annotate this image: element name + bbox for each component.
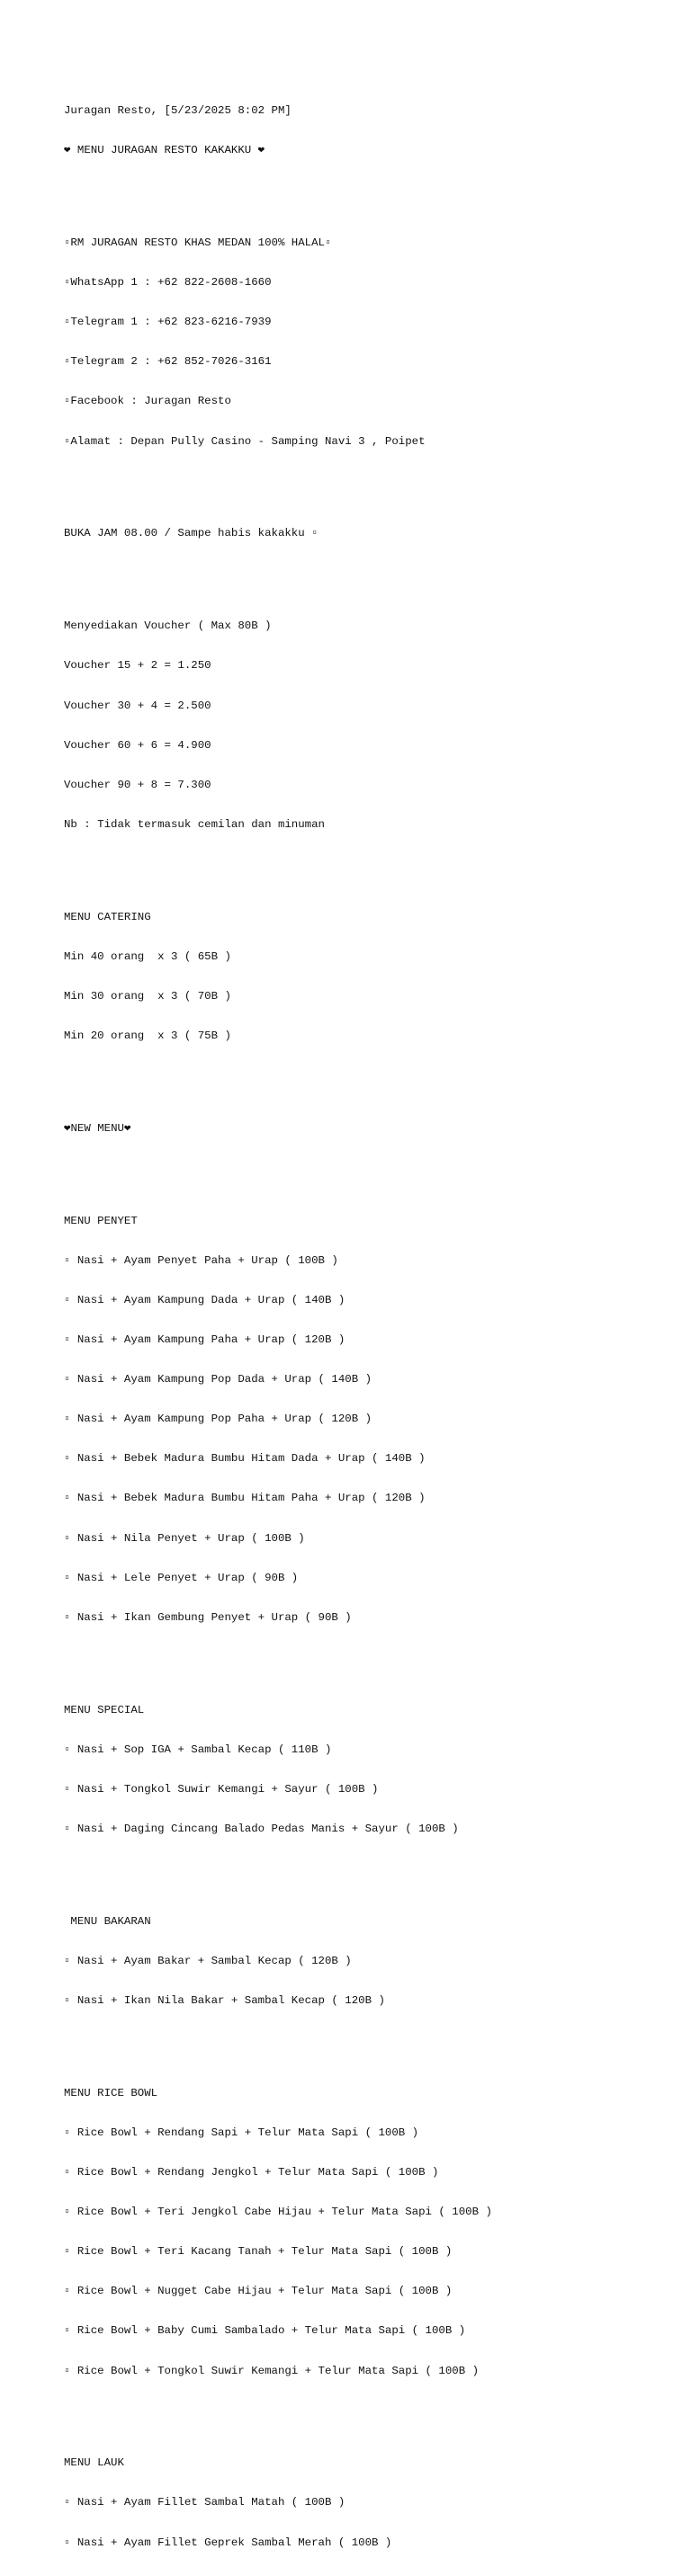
menu-item: ▫ Nasi + Sop IGA + Sambal Kecap ( 110B ) [64, 1743, 332, 1756]
menu-item: ▫ Nasi + Ikan Nila Bakar + Sambal Kecap ( 120B ) [64, 1993, 385, 2007]
voucher-item: Voucher 60 + 6 = 4.900 [64, 738, 211, 752]
voucher-item: Voucher 90 + 8 = 7.300 [64, 778, 211, 791]
lauk-heading: MENU LAUK [64, 2456, 124, 2470]
spacer [64, 567, 676, 581]
voucher-heading: Menyediakan Voucher ( Max 80B ) [64, 619, 272, 633]
telegram-2-line: ▫Telegram 2 : +62 852-7026-3161 [64, 355, 272, 369]
facebook-line: ▫Facebook : Juragan Resto [64, 395, 231, 408]
menu-item: ▫ Nasi + Ayam Bakar + Sambal Kecap ( 120B ) [64, 1954, 352, 1967]
catering-item: Min 20 orang x 3 ( 75B ) [64, 1029, 231, 1042]
menu-item: ▫ Nasi + Bebek Madura Bumbu Hitam Paha + Urap ( 120B ) [64, 1492, 426, 1505]
catering-item: Min 30 orang x 3 ( 70B ) [64, 989, 231, 1003]
menu-item: ▫ Nasi + Ayam Kampung Paha + Urap ( 120B ) [64, 1333, 346, 1347]
spacer [64, 858, 676, 871]
menu-document [64, 65, 676, 2576]
whatsapp-line: ▫WhatsApp 1 : +62 822-2608-1660 [64, 276, 272, 290]
menu-item: ▫ Nasi + Ikan Gembung Penyet + Urap ( 90B ) [64, 1610, 352, 1624]
menu-item: ▫ Rice Bowl + Tongkol Suwir Kemangi + Telur Mata Sapi ( 100B ) [64, 2364, 480, 2377]
menu-item: ▫ Rice Bowl + Teri Kacang Tanah + Telur Mata Sapi ( 100B ) [64, 2245, 453, 2259]
spacer [64, 2034, 676, 2047]
special-heading: MENU SPECIAL [64, 1703, 145, 1716]
menu-item: ▫ Nasi + Bebek Madura Bumbu Hitam Dada + Urap ( 140B ) [64, 1452, 426, 1466]
menu-item: ▫ Nasi + Daging Cincang Balado Pedas Manis + Sayur ( 100B ) [64, 1822, 459, 1835]
catering-heading: MENU CATERING [64, 910, 151, 923]
menu-item: ▫ Nasi + Ayam Kampung Dada + Urap ( 140B ) [64, 1293, 346, 1306]
menu-item: ▫ Nasi + Tongkol Suwir Kemangi + Sayur ( 100B ) [64, 1782, 379, 1796]
opening-hours: BUKA JAM 08.00 / Sampe habis kakakku ▫ [64, 527, 319, 540]
voucher-note: Nb : Tidak termasuk cemilan dan minuman [64, 817, 325, 831]
voucher-item: Voucher 15 + 2 = 1.250 [64, 659, 211, 673]
penyet-heading: MENU PENYET [64, 1214, 138, 1227]
restaurant-name: ▫RM JURAGAN RESTO KHAS MEDAN 100% HALAL▫ [64, 236, 332, 250]
new-menu-heading: ❤NEW MENU❤ [64, 1121, 131, 1135]
bakaran-heading: MENU BAKARAN [64, 1914, 151, 1928]
menu-item: ▫ Rice Bowl + Rendang Sapi + Telur Mata Sapi ( 100B ) [64, 2126, 419, 2139]
spacer [64, 2404, 676, 2418]
telegram-1-line: ▫Telegram 1 : +62 823-6216-7939 [64, 316, 272, 329]
menu-item: ▫ Rice Bowl + Nugget Cabe Hijau + Telur Mata Sapi ( 100B ) [64, 2285, 453, 2298]
spacer [64, 475, 676, 488]
menu-item: ▫ Nasi + Ayam Kampung Pop Paha + Urap ( 120B ) [64, 1413, 372, 1426]
menu-item: ▫ Nasi + Ayam Fillet Geprek Sambal Merah ( 100B ) [64, 2536, 392, 2549]
sender-line: Juragan Resto, [5/23/2025 8:02 PM] [64, 104, 292, 118]
menu-title: ❤ MENU JURAGAN RESTO KAKAKKU ❤ [64, 144, 265, 157]
menu-item: ▫ Nasi + Ayam Kampung Pop Dada + Urap ( 140B ) [64, 1373, 372, 1386]
address-line: ▫Alamat : Depan Pully Casino - Samping Navi 3 , Poipet [64, 434, 426, 448]
spacer [64, 1862, 676, 1876]
menu-item: ▫ Rice Bowl + Baby Cumi Sambalado + Telur Mata Sapi ( 100B ) [64, 2324, 466, 2338]
voucher-item: Voucher 30 + 4 = 2.500 [64, 699, 211, 712]
menu-item: ▫ Nasi + Ayam Fillet Sambal Matah ( 100B ) [64, 2496, 346, 2509]
menu-item: ▫ Nasi + Lele Penyet + Urap ( 90B ) [64, 1571, 299, 1584]
spacer [64, 1162, 676, 1175]
spacer [64, 1651, 676, 1664]
catering-item: Min 40 orang x 3 ( 65B ) [64, 949, 231, 963]
rice-bowl-heading: MENU RICE BOWL [64, 2086, 158, 2099]
menu-item: ▫ Nasi + Nila Penyet + Urap ( 100B ) [64, 1531, 305, 1545]
menu-item: ▫ Rice Bowl + Rendang Jengkol + Telur Mata Sapi ( 100B ) [64, 2166, 439, 2179]
spacer [64, 183, 676, 197]
menu-item: ▫ Nasi + Ayam Penyet Paha + Urap ( 100B ) [64, 1253, 338, 1267]
menu-item: ▫ Rice Bowl + Teri Jengkol Cabe Hijau + Telur Mata Sapi ( 100B ) [64, 2206, 492, 2219]
spacer [64, 1069, 676, 1083]
